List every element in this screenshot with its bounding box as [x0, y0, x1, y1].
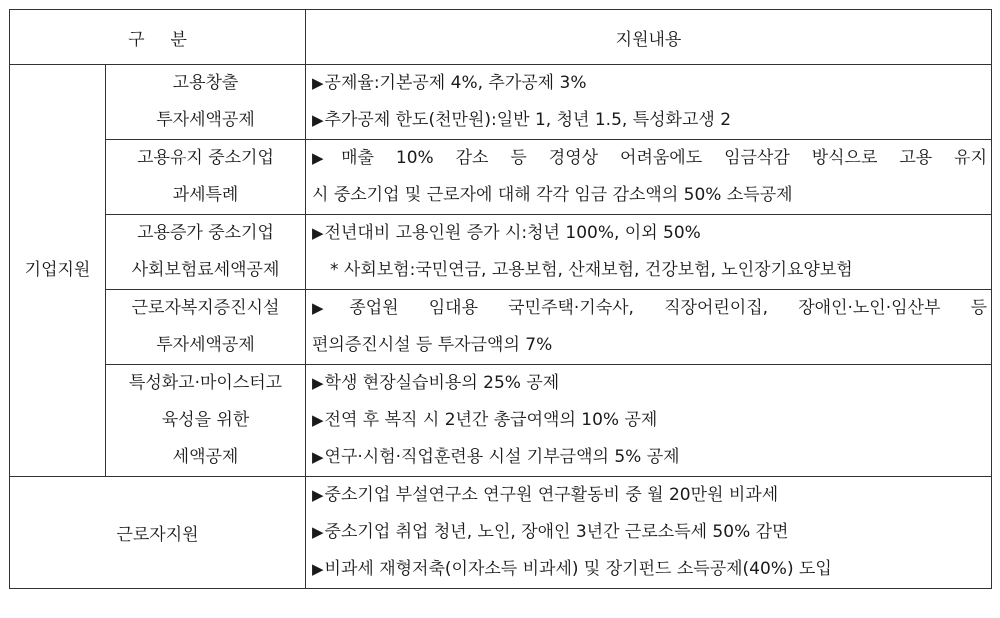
content-line — [312, 140, 987, 177]
content-cell — [306, 215, 992, 290]
content-note-line — [312, 252, 987, 289]
header-category-char2: 분 — [170, 29, 187, 50]
item-name-line: 사회보험료세액공제 — [131, 260, 280, 280]
arrow-bullet-icon: ▶ — [312, 374, 324, 392]
item-cell — [106, 140, 306, 215]
content-line — [312, 365, 987, 402]
item-cell — [106, 65, 306, 140]
content-text: 전년대비 고용인원 증가 시:청년 100%, 이외 50% — [324, 223, 701, 243]
content-cell — [306, 65, 992, 140]
arrow-bullet-icon: ▶ — [312, 74, 324, 92]
item-name-line: 고용증가 중소기업 — [137, 223, 274, 243]
content-text: 비과세 재형저축(이자소득 비과세) 및 장기펀드 소득공제(40%) 도입 — [324, 559, 832, 579]
header-row — [10, 10, 992, 65]
content-text: 시 중소기업 및 근로자에 대해 각각 임금 감소액의 50% 소득공제 — [312, 185, 793, 205]
content-text: 연구·시험·직업훈련용 시설 기부금액의 5% 공제 — [324, 447, 680, 467]
content-text: 추가공제 한도(천만원):일반 1, 청년 1.5, 특성화고생 2 — [324, 110, 732, 130]
item-name-line: 고용유지 중소기업 — [137, 148, 274, 168]
content-text: 종업원 임대용 국민주택·기숙사, 직장어린이집, 장애인·노인·임산부 등 — [349, 298, 987, 318]
header-category-char1: 구 — [128, 29, 145, 50]
table-row — [10, 215, 992, 290]
content-cell — [306, 140, 992, 215]
arrow-bullet-icon: ▶ — [312, 111, 324, 129]
table-row — [10, 365, 992, 477]
item-name-line: 특성화고·마이스터고 — [128, 373, 283, 393]
content-line — [312, 402, 987, 439]
content-line — [312, 215, 987, 252]
worker-support-label: 근로자지원 — [10, 477, 306, 589]
content-line — [312, 514, 987, 551]
content-text: 공제율:기본공제 4%, 추가공제 3% — [324, 73, 587, 93]
header-category-cell — [10, 10, 306, 65]
content-line — [312, 551, 987, 588]
content-line — [312, 477, 987, 514]
content-text: 매출 10% 감소 등 경영상 어려움에도 임금삭감 방식으로 고용 유지 — [341, 148, 987, 168]
item-name-line: 고용창출 — [172, 73, 239, 93]
item-name-line: 투자세액공제 — [156, 110, 255, 130]
table-row — [10, 477, 992, 589]
arrow-bullet-icon: ▶ — [312, 523, 324, 541]
arrow-bullet-icon: ▶ — [312, 224, 324, 242]
arrow-bullet-icon: ▶ — [312, 411, 324, 429]
arrow-bullet-icon: ▶ — [312, 560, 324, 578]
item-name-line: 과세특례 — [172, 185, 239, 205]
company-support-label: 기업지원 — [10, 65, 106, 477]
content-line — [312, 439, 987, 476]
arrow-bullet-icon: ▶ — [312, 149, 341, 167]
content-cell — [306, 477, 992, 589]
table-row — [10, 65, 992, 140]
content-cell — [306, 290, 992, 365]
table-row — [10, 290, 992, 365]
table-row — [10, 140, 992, 215]
content-line — [312, 177, 987, 214]
item-cell — [106, 215, 306, 290]
content-text: 전역 후 복직 시 2년간 총급여액의 10% 공제 — [324, 410, 658, 430]
content-note-text: * 사회보험:국민연금, 고용보험, 산재보험, 건강보험, 노인장기요양보험 — [330, 260, 853, 280]
content-text: 편의증진시설 등 투자금액의 7% — [312, 335, 553, 355]
item-name-line: 세액공제 — [172, 447, 239, 467]
arrow-bullet-icon: ▶ — [312, 299, 349, 317]
arrow-bullet-icon: ▶ — [312, 486, 324, 504]
item-name-line: 투자세액공제 — [156, 335, 255, 355]
tax-support-table — [9, 9, 992, 589]
content-line — [312, 65, 987, 102]
item-cell — [106, 290, 306, 365]
content-cell — [306, 365, 992, 477]
content-text: 중소기업 취업 청년, 노인, 장애인 3년간 근로소득세 50% 감면 — [324, 522, 789, 542]
content-text: 학생 현장실습비용의 25% 공제 — [324, 373, 560, 393]
item-cell — [106, 365, 306, 477]
header-content-label: 지원내용 — [615, 29, 682, 50]
content-line — [312, 290, 987, 327]
item-name-line: 육성을 위한 — [161, 410, 250, 430]
header-content-cell — [306, 10, 992, 65]
arrow-bullet-icon: ▶ — [312, 448, 324, 466]
item-name-line: 근로자복지증진시설 — [131, 298, 280, 318]
content-line — [312, 327, 987, 364]
content-text: 중소기업 부설연구소 연구원 연구활동비 중 월 20만원 비과세 — [324, 485, 779, 505]
content-line — [312, 102, 987, 139]
